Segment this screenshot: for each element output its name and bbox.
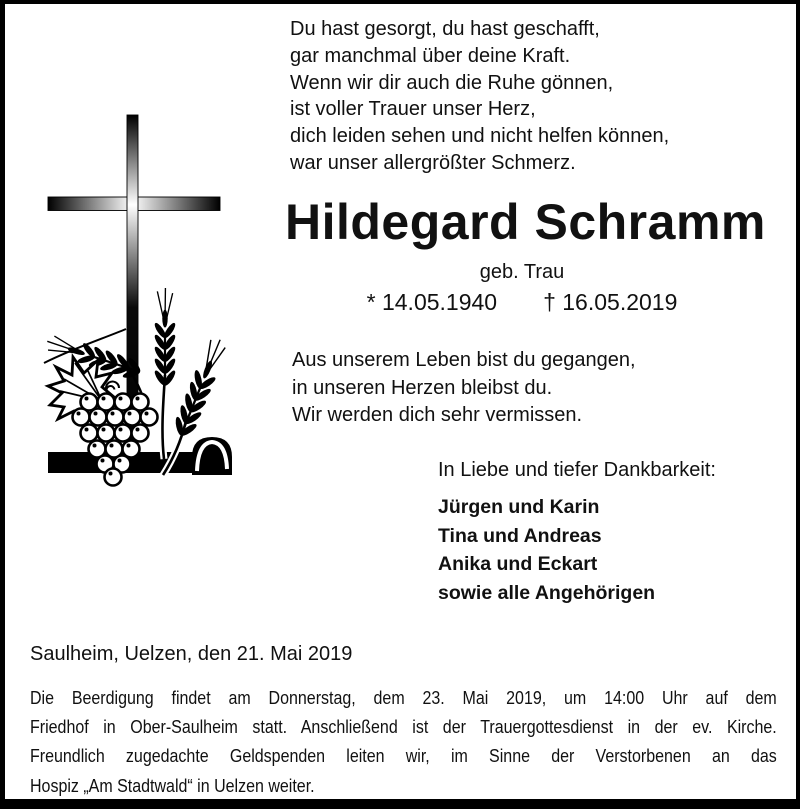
poem-line: dich leiden sehen und nicht helfen können, [290,125,670,148]
poem-line: ist voller Trauer unser Herz, [290,98,536,121]
funeral-line: Friedhof in Ober-Saulheim statt. Anschließend ist der Trauergottesdienst in der ev. Kirche. [30,717,777,738]
funeral-line: Hospiz „Am Stadtwald“ in Uelzen weiter. [30,775,315,796]
poem-line: war unser allergrößter Schmerz. [290,151,576,174]
mourner-name: Jürgen und Karin [438,496,600,518]
funeral-line: Die Beerdigung findet am Donnerstag, dem 23. Mai 2019, um 14:00 Uhr auf dem [30,688,777,708]
poem-line: Du hast gesorgt, du hast geschafft, [290,18,600,40]
memorial-poem [290,16,669,177]
farewell-verse [292,347,636,430]
poem-line: Wenn wir dir auch die Ruhe gönnen, [290,71,614,94]
maiden-name: geb. Trau [479,260,565,283]
death-date: † 16.05.2019 [543,288,678,315]
condolence-intro: In Liebe und tiefer Dankbarkeit: [438,459,716,481]
place-dateline: Saulheim, Uelzen, den 21. Mai 2019 [30,643,353,665]
funeral-notice [30,684,777,801]
mourner-name: sowie alle Angehörigen [438,581,656,604]
deceased-header [285,194,766,316]
memorial-cross-illustration [40,105,240,497]
mourner-name: Anika und Eckart [438,553,598,575]
life-dates [285,289,759,316]
birth-date: * 14.05.1940 [366,288,498,315]
farewell-line: Wir werden dich sehr vermissen. [292,404,583,426]
funeral-line: Freundlich zugedachte Geldspenden leiten wir, im Sinne der Verstorbenen an das [30,746,777,767]
mourners-block [438,459,716,607]
farewell-line: in unseren Herzen bleibst du. [292,376,553,399]
farewell-line: Aus unserem Leben bist du gegangen, [292,349,636,371]
deceased-name: Hildegard Schramm [285,194,766,250]
mourner-names [438,493,716,607]
poem-line: gar manchmal über deine Kraft. [290,44,571,67]
mourner-name: Tina und Andreas [438,524,602,547]
